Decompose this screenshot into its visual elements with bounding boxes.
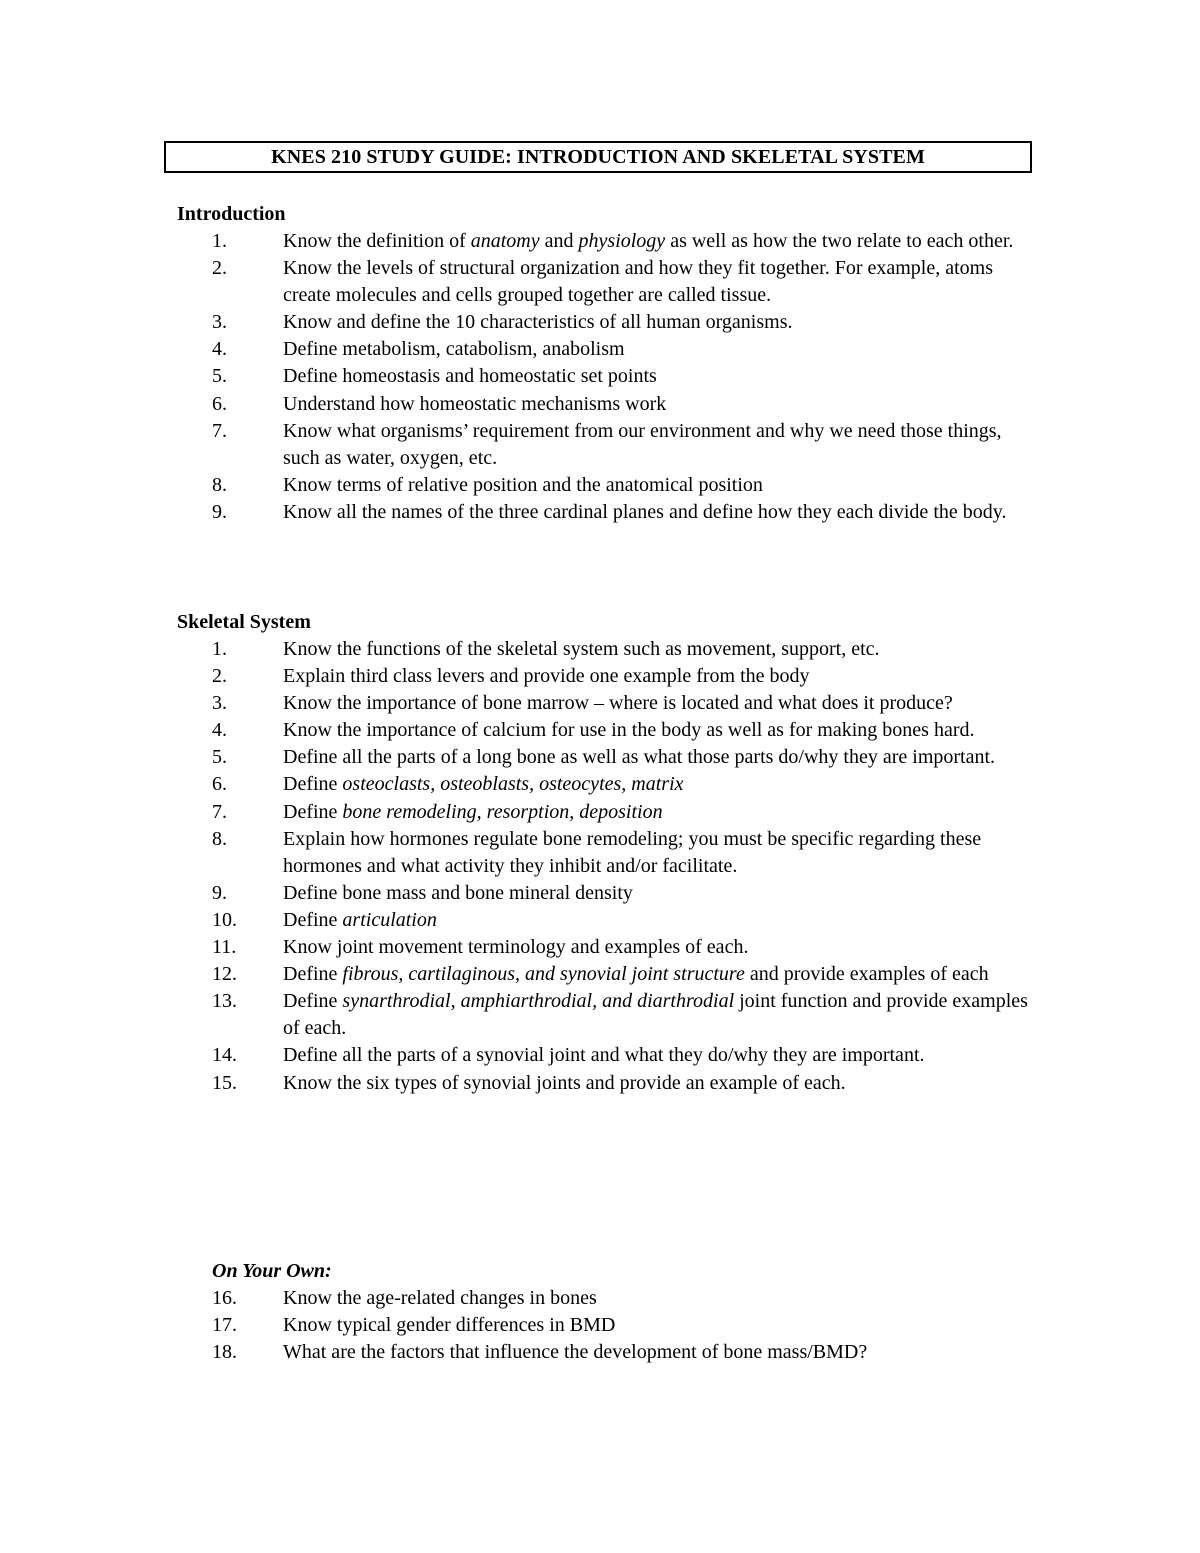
item-number: 5. bbox=[212, 746, 227, 769]
item-number: 9. bbox=[212, 500, 227, 523]
introduction-list bbox=[177, 228, 1037, 526]
item-text-part: Know typical gender differences in BMD bbox=[283, 1314, 616, 1337]
item-text bbox=[283, 420, 1002, 469]
list-item bbox=[177, 636, 1037, 663]
list-item bbox=[177, 363, 1037, 390]
item-number: 4. bbox=[212, 338, 227, 361]
item-number: 2. bbox=[212, 665, 227, 688]
item-text-part: Define bbox=[283, 773, 343, 796]
item-text-italic: osteoclasts, osteoblasts, osteocytes, matrix bbox=[342, 773, 684, 796]
item-number: 1. bbox=[212, 638, 227, 660]
item-text bbox=[283, 1341, 867, 1363]
item-text-part: Know the levels of structural organization and how they fit together. For example, atoms create molecules and cells grouped together are called tissue. bbox=[283, 257, 994, 307]
list-item bbox=[177, 690, 1037, 717]
item-text bbox=[283, 638, 880, 660]
item-text bbox=[283, 719, 974, 741]
item-text-part: Understand how homeostatic mechanisms work bbox=[283, 392, 667, 415]
item-text-part: Define all the parts of a synovial joint and what they do/why they are important. bbox=[283, 1044, 925, 1067]
item-text-italic: articulation bbox=[342, 908, 437, 931]
item-text-italic: fibrous, cartilaginous, and synovial joint structure bbox=[342, 963, 745, 986]
item-number: 17. bbox=[212, 1314, 237, 1337]
item-text bbox=[283, 828, 981, 877]
list-item bbox=[177, 1285, 1037, 1312]
item-text-part: joint function and provide examples of each. bbox=[283, 990, 1028, 1040]
item-number: 7. bbox=[212, 800, 227, 823]
item-text-italic: synarthrodial, amphiarthrodial, and diarthrodial bbox=[342, 990, 735, 1013]
document-title: KNES 210 STUDY GUIDE: INTRODUCTION AND SKELETAL SYSTEM bbox=[164, 141, 1032, 173]
item-number: 11. bbox=[212, 936, 237, 959]
item-text bbox=[283, 963, 989, 985]
item-text bbox=[283, 665, 810, 687]
item-text-part: as well as how the two relate to each other. bbox=[665, 230, 1014, 252]
on-your-own-heading: On Your Own: bbox=[212, 1260, 332, 1282]
item-text-part: Explain third class levers and provide one example from the body bbox=[283, 665, 810, 688]
list-item bbox=[177, 934, 1037, 961]
item-text bbox=[283, 365, 657, 387]
item-text bbox=[283, 1044, 925, 1066]
on-your-own-list bbox=[177, 1285, 1037, 1366]
list-item bbox=[177, 228, 1037, 255]
item-text-part: Define bbox=[283, 990, 343, 1013]
item-text bbox=[283, 338, 625, 360]
item-text-part: What are the factors that influence the development of bone mass/BMD? bbox=[283, 1341, 868, 1364]
item-text-part: and provide examples of each bbox=[744, 963, 989, 986]
list-item bbox=[177, 663, 1037, 690]
item-number: 4. bbox=[212, 719, 227, 742]
list-item bbox=[177, 1312, 1037, 1339]
item-number: 13. bbox=[212, 990, 237, 1013]
item-text bbox=[283, 1072, 846, 1094]
item-text-part: Know the importance of bone marrow – where is located and what does it produce? bbox=[283, 692, 953, 715]
item-text bbox=[283, 746, 995, 768]
item-text-part: Explain how hormones regulate bone remodeling; you must be specific regarding these hormones and what activity they inhibit and/or facilitate. bbox=[283, 827, 982, 877]
item-text-part: Know terms of relative position and the anatomical position bbox=[283, 473, 763, 496]
item-text-part: Know the age-related changes in bones bbox=[283, 1287, 597, 1309]
list-item bbox=[177, 391, 1037, 418]
item-text-part: Define all the parts of a long bone as well as what those parts do/why they are important. bbox=[283, 746, 996, 769]
item-text-part: Define metabolism, catabolism, anabolism bbox=[283, 338, 625, 361]
list-item bbox=[177, 499, 1037, 526]
item-text-part: Define bbox=[283, 800, 343, 823]
item-text bbox=[283, 909, 437, 931]
item-number: 14. bbox=[212, 1044, 237, 1067]
item-text-part: and bbox=[539, 230, 579, 252]
item-text bbox=[283, 1287, 597, 1309]
list-item bbox=[177, 880, 1037, 907]
list-item bbox=[177, 418, 1037, 472]
item-number: 7. bbox=[212, 419, 227, 442]
list-item bbox=[177, 907, 1037, 934]
item-text bbox=[283, 311, 792, 333]
list-item bbox=[177, 799, 1037, 826]
skeletal-section bbox=[177, 609, 1037, 1097]
list-item bbox=[177, 744, 1037, 771]
item-text-part: Know and define the 10 characteristics of all human organisms. bbox=[283, 311, 793, 334]
item-number: 5. bbox=[212, 365, 227, 388]
item-text-italic: anatomy bbox=[470, 230, 540, 252]
item-text bbox=[283, 773, 684, 795]
list-item bbox=[177, 771, 1037, 798]
item-text-part: Know the importance of calcium for use in the body as well as for making bones hard. bbox=[283, 719, 975, 742]
item-text-part: Define bbox=[283, 908, 343, 931]
item-text bbox=[283, 230, 1013, 252]
introduction-heading: Introduction bbox=[177, 203, 286, 225]
item-number: 18. bbox=[212, 1341, 237, 1364]
item-text bbox=[283, 393, 666, 415]
skeletal-heading: Skeletal System bbox=[177, 611, 311, 633]
item-number: 8. bbox=[212, 473, 227, 496]
on-your-own-section bbox=[177, 1258, 1037, 1366]
item-text-part: Know the definition of bbox=[283, 230, 471, 252]
list-item bbox=[177, 1339, 1037, 1366]
list-item bbox=[177, 472, 1037, 499]
item-number: 1. bbox=[212, 230, 227, 252]
list-item bbox=[177, 255, 1037, 309]
item-text bbox=[283, 990, 1028, 1039]
list-item bbox=[177, 961, 1037, 988]
list-item bbox=[177, 1042, 1037, 1069]
item-number: 3. bbox=[212, 692, 227, 715]
item-number: 6. bbox=[212, 392, 227, 415]
item-text-italic: physiology bbox=[578, 230, 666, 252]
item-text bbox=[283, 936, 748, 958]
item-number: 9. bbox=[212, 881, 227, 904]
item-text-part: Define bbox=[283, 963, 343, 986]
item-text-part: Know what organisms’ requirement from our environment and why we need those things, such as water, oxygen, etc. bbox=[283, 419, 1002, 469]
item-number: 3. bbox=[212, 311, 227, 334]
list-item bbox=[177, 1070, 1037, 1097]
item-number: 2. bbox=[212, 257, 227, 280]
item-text-part: Know the six types of synovial joints and provide an example of each. bbox=[283, 1071, 846, 1094]
list-item bbox=[177, 988, 1037, 1042]
item-number: 16. bbox=[212, 1287, 237, 1309]
list-item bbox=[177, 826, 1037, 880]
item-text bbox=[283, 474, 763, 496]
item-text-italic: bone remodeling, resorption, deposition bbox=[342, 800, 663, 823]
list-item bbox=[177, 717, 1037, 744]
item-text-part: Know joint movement terminology and examples of each. bbox=[283, 936, 749, 959]
item-text bbox=[283, 882, 633, 904]
item-text-part: Know the functions of the skeletal system such as movement, support, etc. bbox=[283, 638, 880, 660]
skeletal-list bbox=[177, 636, 1037, 1097]
item-text bbox=[283, 1314, 615, 1336]
item-number: 8. bbox=[212, 827, 227, 850]
item-text bbox=[283, 801, 663, 823]
item-text-part: Define bone mass and bone mineral density bbox=[283, 881, 633, 904]
item-text-part: Know all the names of the three cardinal planes and define how they each divide the body. bbox=[283, 500, 1007, 523]
item-text-part: Define homeostasis and homeostatic set points bbox=[283, 365, 657, 388]
item-text bbox=[283, 692, 953, 714]
list-item bbox=[177, 309, 1037, 336]
item-number: 12. bbox=[212, 963, 237, 986]
item-text bbox=[283, 257, 993, 306]
item-number: 15. bbox=[212, 1071, 237, 1094]
item-number: 10. bbox=[212, 908, 237, 931]
list-item bbox=[177, 336, 1037, 363]
introduction-section bbox=[177, 201, 1037, 526]
item-text bbox=[283, 501, 1006, 523]
item-number: 6. bbox=[212, 773, 227, 796]
